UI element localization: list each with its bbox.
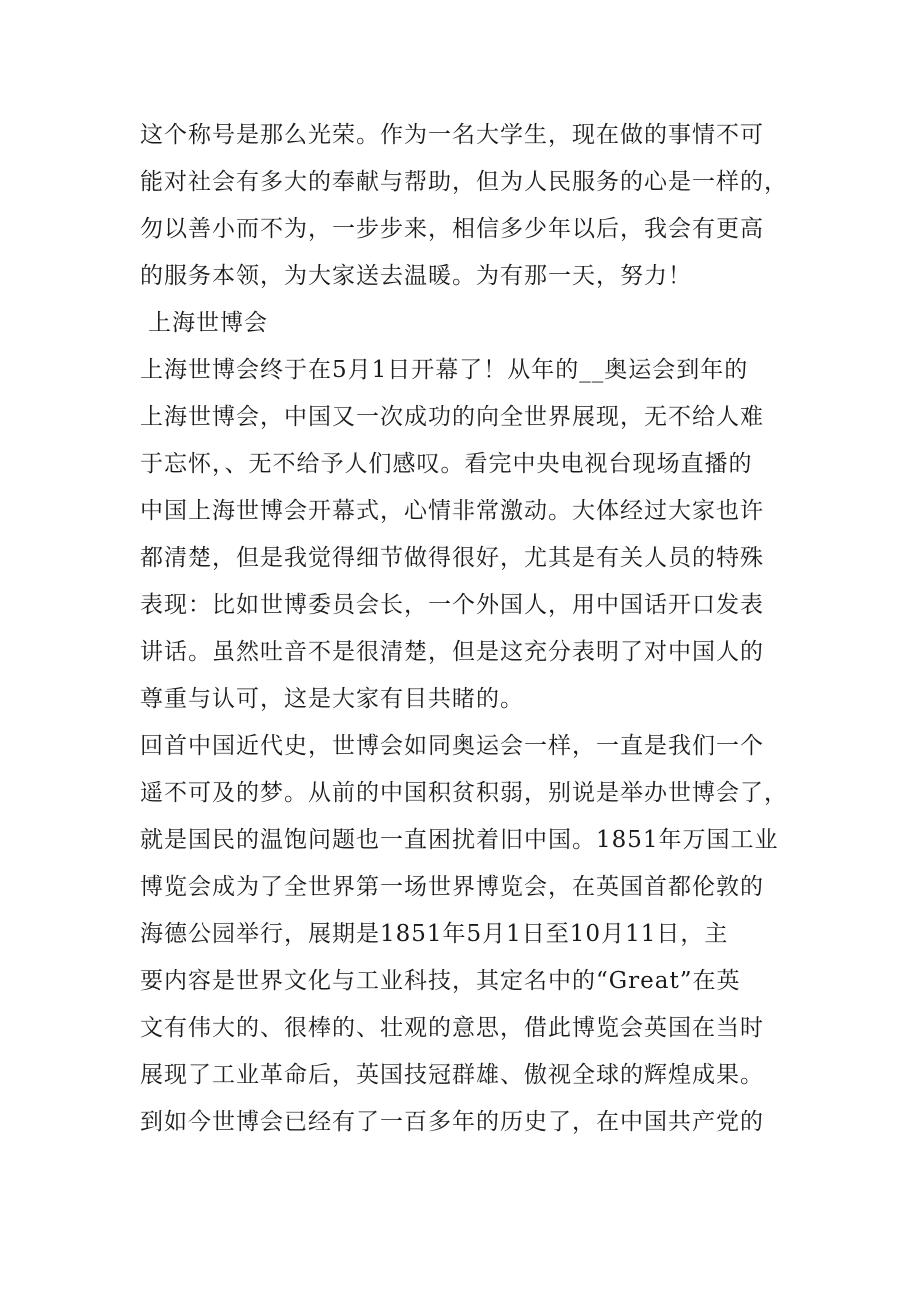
- section-heading: 上海世博会: [148, 310, 268, 336]
- text-line: 尊重与认可，这是大家有目共睹的。: [140, 686, 524, 712]
- text-line: 中国上海世博会开幕式，心情非常激动。大体经过大家也许: [140, 498, 764, 524]
- text-line: 勿以善小而不为，一步步来，相信多少年以后，我会有更高: [140, 216, 764, 242]
- text-line: 讲话。虽然吐音不是很清楚，但是这充分表明了对中国人的: [140, 639, 764, 665]
- text-line: 到如今世博会已经有了一百多年的历史了，在中国共产党的: [140, 1109, 764, 1135]
- text-line: 文有伟大的、很棒的、壮观的意思，借此博览会英国在当时: [140, 1015, 764, 1041]
- text-line: 回首中国近代史，世博会如同奥运会一样，一直是我们一个: [140, 733, 764, 759]
- text-line: 上海世博会终于在5月1日开幕了！从年的__奥运会到年的: [140, 357, 749, 383]
- text-line: 遥不可及的梦。从前的中国积贫积弱，别说是举办世博会了，: [140, 780, 788, 806]
- text-line: 的服务本领，为大家送去温暖。为有那一天，努力！: [140, 263, 692, 289]
- text-line: 能对社会有多大的奉献与帮助，但为人民服务的心是一样的，: [140, 169, 788, 195]
- text-line: 都清楚，但是我觉得细节做得很好，尤其是有关人员的特殊: [140, 545, 764, 571]
- text-line: 表现：比如世博委员会长，一个外国人，用中国话开口发表: [140, 592, 764, 618]
- text-line: 上海世博会，中国又一次成功的向全世界展现，无不给人难: [140, 404, 764, 430]
- text-line: 海德公园举行，展期是1851年5月1日至10月11日，主: [140, 921, 729, 947]
- document-body: [140, 112, 820, 1146]
- text-line: 要内容是世界文化与工业科技，其定名中的“Great”在英: [140, 968, 741, 994]
- text-line: 这个称号是那么光荣。作为一名大学生，现在做的事情不可: [140, 122, 764, 148]
- text-line: 于忘怀，、无不给予人们感叹。看完中央电视台现场直播的: [140, 451, 753, 477]
- text-line: 展现了工业革命后，英国技冠群雄、傲视全球的辉煌成果。: [140, 1062, 764, 1088]
- text-line: 就是国民的温饱问题也一直困扰着旧中国。1851年万国工业: [140, 827, 779, 853]
- text-line: 博览会成为了全世界第一场世界博览会，在英国首都伦敦的: [140, 874, 764, 900]
